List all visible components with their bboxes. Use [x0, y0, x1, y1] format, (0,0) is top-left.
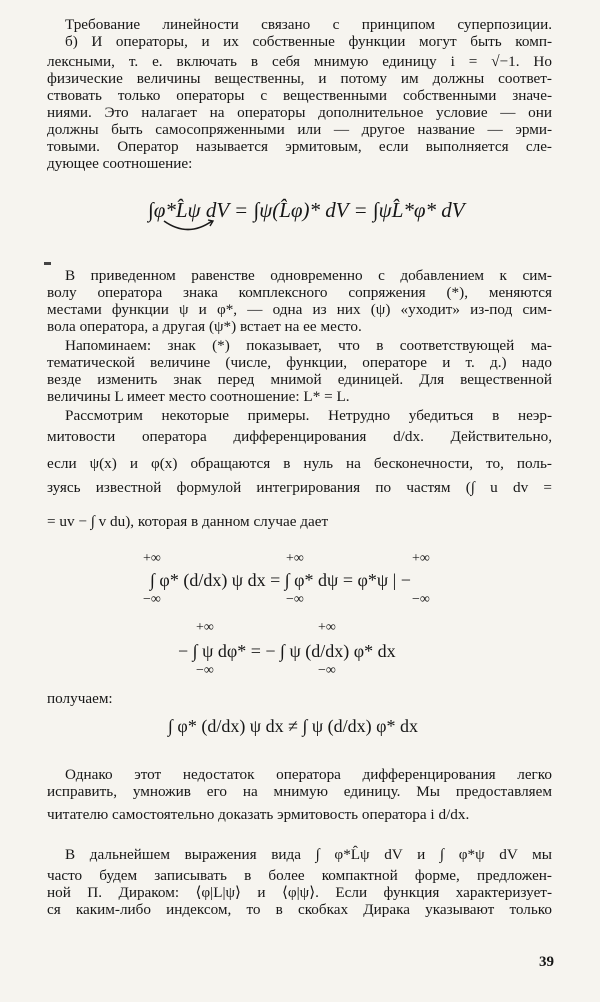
parts-equation-1: ∫ φ* (d/dx) ψ dx = ∫ φ* dψ = φ*ψ | − [150, 570, 411, 590]
text-line: тематической величине (числе, функции, операторе и т. д.) надо [47, 354, 552, 371]
lower-limit: −∞ [143, 592, 161, 607]
text-line: должны быть самосопряженными или — другое название — эрми- [47, 121, 552, 138]
parts-equation-2: − ∫ ψ dφ* = − ∫ ψ (d/dx) φ* dx [178, 641, 396, 661]
lower-limit: −∞ [412, 592, 430, 607]
text-line: товыми. Оператор называется эрмитовым, если выполняется сле- [47, 138, 552, 155]
upper-limit: +∞ [196, 620, 214, 635]
hermitian-equation: ∫φ*L̂ψ dV = ∫ψ(L̂φ)* dV = ∫ψL̂*φ* dV [148, 198, 465, 222]
text-line: лексными, т. е. включать в себя мнимую единицу i = √−1. Но [47, 53, 552, 70]
text-line: везде изменить знак перед мнимой единицей. Для вещественной [47, 371, 552, 388]
text-line: Напоминаем: знак (*) показывает, что в соответствующей ма- [65, 337, 552, 354]
page-number: 39 [539, 954, 554, 970]
text-line: волу оператора знака комплексного сопряжения (*), меняются [47, 284, 552, 301]
text-line: = uv − ∫ v du), которая в данном случае дает [47, 513, 329, 530]
text-line: если ψ(x) и φ(x) обращаются в нуль на бесконечности, то, поль- [47, 455, 552, 472]
text-line: Однако этот недостаток оператора дифференцирования легко [65, 766, 552, 783]
text-line: зуясь известной формулой интегрирования по частям (∫ u dv = [47, 479, 552, 496]
text-line: физические величины вещественны, и потому им должны соответ- [47, 70, 552, 87]
lower-limit: −∞ [286, 592, 304, 607]
upper-limit: +∞ [143, 551, 161, 566]
text-line: местами функции ψ и φ*, — одна из них (ψ) «уходит» из-под сим- [47, 301, 552, 318]
text-line: В приведенном равенстве одновременно с добавлением к сим- [65, 267, 552, 284]
lower-limit: −∞ [196, 663, 214, 678]
text-line: В дальнейшем выражения вида ∫ φ*L̂ψ dV и ∫ φ*ψ dV мы [65, 846, 552, 863]
swap-arrow-icon [160, 218, 220, 236]
upper-limit: +∞ [318, 620, 336, 635]
text-line: митовости оператора дифференцирования d/dx. Действительно, [47, 428, 552, 445]
text-line: ной П. Дираком: ⟨φ|L|ψ⟩ и ⟨φ|ψ⟩. Если функция характеризует- [47, 884, 552, 901]
result-equation: ∫ φ* (d/dx) ψ dx ≠ ∫ ψ (d/dx) φ* dx [168, 716, 419, 736]
text-line: исправить, умножив его на мнимую единицу. Мы предоставляем [47, 783, 552, 800]
text-line: читателю самостоятельно доказать эрмитовость оператора i d/dx. [47, 806, 470, 823]
text-line: Рассмотрим некоторые примеры. Нетрудно убедиться в неэр- [65, 407, 552, 424]
print-mark [44, 262, 51, 265]
text-line: вола оператора, а другая (ψ*) встает на ее место. [47, 318, 362, 335]
text-line: Требование линейности связано с принципом суперпозиции. [65, 16, 552, 33]
text-line: ствовать только операторы с вещественными собственными значе- [47, 87, 552, 104]
upper-limit: +∞ [412, 551, 430, 566]
text-line: дующее соотношение: [47, 155, 193, 172]
text-line: ся каким-либо индексом, то в скобках Дирака указывают только [47, 901, 552, 918]
text-line: величины L имеет место соотношение: L* = L. [47, 388, 350, 405]
lower-limit: −∞ [318, 663, 336, 678]
text-line: часто будем записывать в более компактной форме, предложен- [47, 867, 552, 884]
upper-limit: +∞ [286, 551, 304, 566]
text-line: ниями. Это налагает на операторы дополнительное условие — они [47, 104, 552, 121]
text-line: получаем: [47, 690, 113, 707]
text-line: б) И операторы, и их собственные функции могут быть комп- [65, 33, 552, 50]
